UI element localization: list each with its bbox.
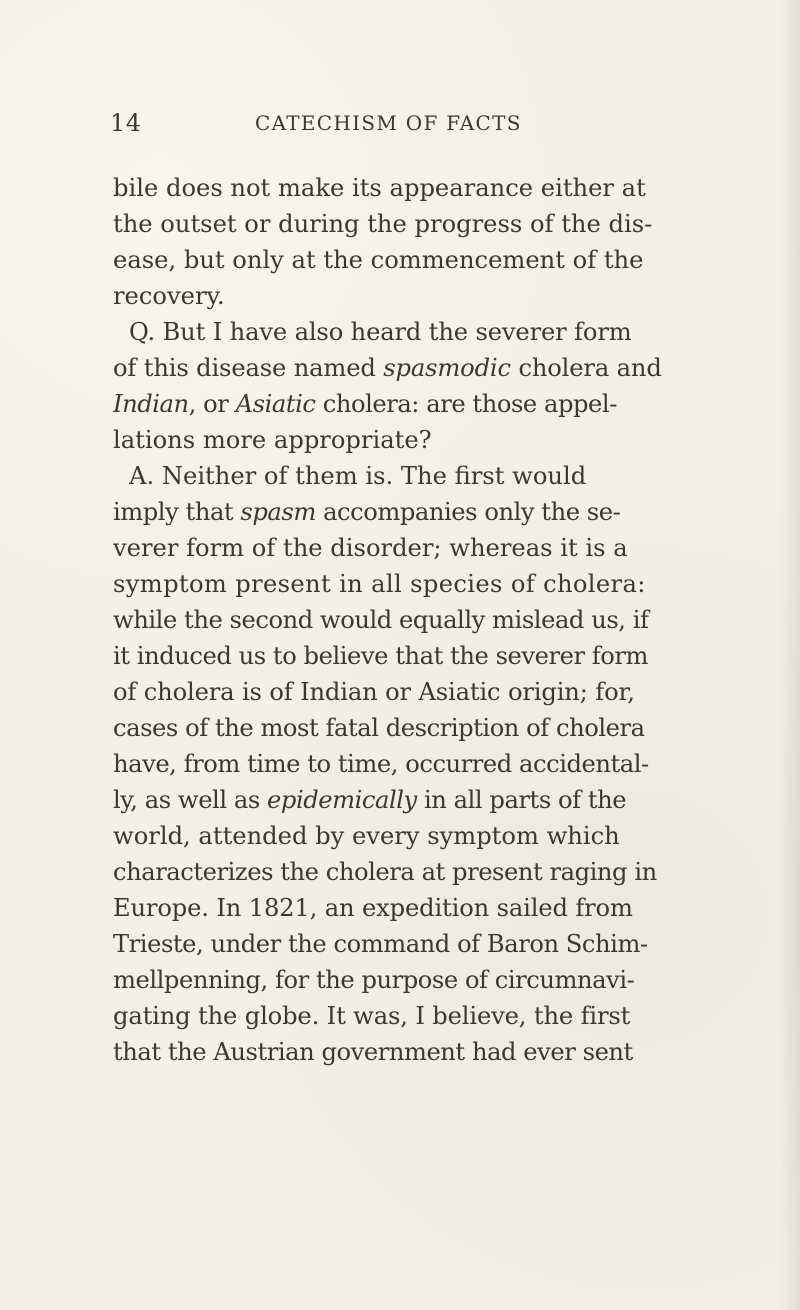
text-line: of cholera is of Indian or Asiatic origin; for, bbox=[113, 678, 635, 706]
text-line: gating the globe. It was, I believe, the first bbox=[113, 1002, 631, 1030]
question-line: Q. But I have also heard the severer form bbox=[129, 318, 632, 346]
text-line: recovery. bbox=[113, 282, 225, 310]
body-text bbox=[113, 170, 707, 1070]
text-line: Trieste, under the command of Baron Schim- bbox=[113, 930, 648, 958]
italic-term: Indian bbox=[113, 390, 189, 418]
answer-line: A. Neither of them is. The first would bbox=[129, 462, 587, 490]
page-header bbox=[110, 109, 710, 143]
text-line: it induced us to believe that the severer form bbox=[113, 642, 649, 670]
italic-term: spasm bbox=[240, 498, 316, 526]
text-line: world, attended by every symptom which bbox=[113, 822, 620, 850]
text-line: of this disease named spasmodic cholera and bbox=[113, 354, 662, 382]
text-line: mellpenning, for the purpose of circumnavi- bbox=[113, 966, 635, 994]
page-edge-shadow bbox=[780, 0, 800, 1310]
text-line: verer form of the disorder; whereas it is a bbox=[113, 534, 628, 562]
text-line: characterizes the cholera at present raging in bbox=[113, 858, 657, 886]
text-line: ease, but only at the commencement of the bbox=[113, 246, 644, 274]
text-line: imply that spasm accompanies only the se- bbox=[113, 498, 621, 526]
italic-term: Asiatic bbox=[235, 390, 316, 418]
text-line: bile does not make its appearance either at bbox=[113, 174, 646, 202]
running-head: CATECHISM OF FACTS bbox=[255, 111, 522, 135]
text-line: while the second would equally mislead us, if bbox=[113, 606, 649, 634]
text-line: ly, as well as epidemically in all parts of the bbox=[113, 786, 627, 814]
text-line: the outset or during the progress of the dis- bbox=[113, 210, 653, 238]
page-number: 14 bbox=[110, 109, 142, 137]
text-line: cases of the most fatal description of cholera bbox=[113, 714, 645, 742]
text-line: have, from time to time, occurred accidental- bbox=[113, 750, 649, 778]
text-line: that the Austrian government had ever sent bbox=[113, 1038, 633, 1066]
italic-term: spasmodic bbox=[383, 354, 511, 382]
text-line: symptom present in all species of cholera: bbox=[113, 570, 646, 598]
text-line: lations more appropriate? bbox=[113, 426, 432, 454]
text-line: Europe. In 1821, an expedition sailed from bbox=[113, 894, 633, 922]
italic-term: epidemically bbox=[267, 786, 417, 814]
text-line: Indian, or Asiatic cholera: are those appel- bbox=[113, 390, 617, 418]
